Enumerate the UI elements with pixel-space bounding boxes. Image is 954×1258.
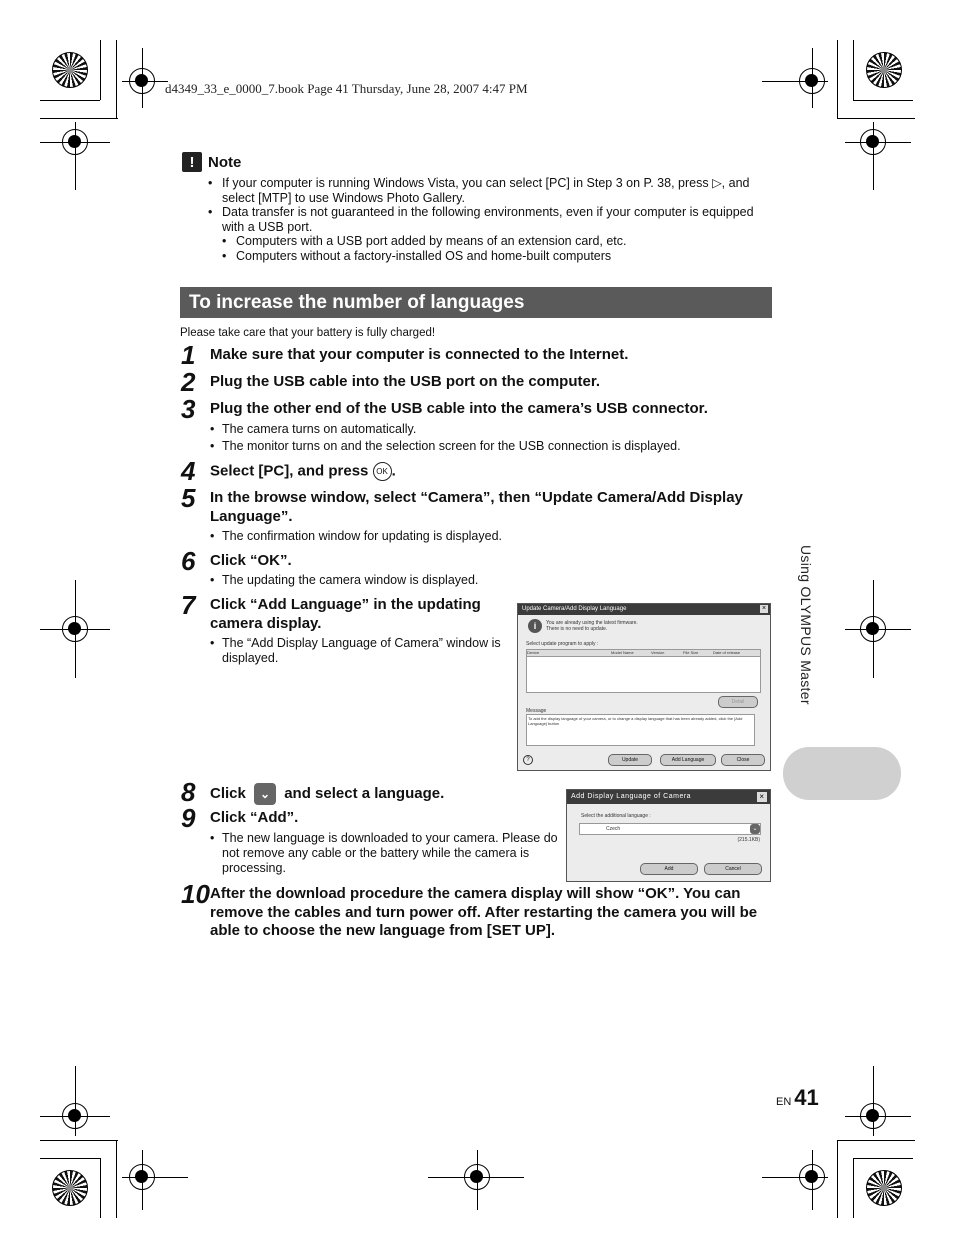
- dialog-message-1: You are already using the latest firmware.: [546, 620, 638, 626]
- step-number: 3: [181, 394, 196, 424]
- page-lang: EN: [776, 1096, 792, 1108]
- step-number: 5: [181, 483, 196, 513]
- chevron-down-icon[interactable]: ⌄: [750, 824, 760, 834]
- column-header: File Size: [683, 650, 699, 655]
- detail-button[interactable]: Detail: [718, 696, 758, 708]
- section-side-label: Using OLYMPUS Master: [798, 545, 814, 705]
- help-icon[interactable]: ?: [523, 755, 533, 765]
- close-button[interactable]: Close: [721, 754, 765, 766]
- note-subitem: • Computers with a USB port added by means of an extension card, etc.: [208, 234, 773, 249]
- message-box: To add the display language of your camera, or to change a display language that has been already added, click the [Add Language] button: [526, 714, 755, 746]
- column-header: Device: [527, 650, 540, 655]
- note-heading: [182, 152, 241, 172]
- download-size: (215.1KB): [737, 837, 760, 843]
- step-number: 6: [181, 546, 196, 576]
- page-number: [776, 1085, 819, 1111]
- column-header: Model Name: [611, 650, 634, 655]
- dialog-title: Update Camera/Add Display Language: [522, 606, 627, 612]
- step-text-part: .: [391, 462, 396, 480]
- step-text: Click “Add Language” in the updating camera display.: [210, 596, 481, 632]
- warning-icon: !: [182, 152, 202, 172]
- language-select[interactable]: [579, 823, 761, 835]
- page-number-value: 41: [794, 1085, 819, 1110]
- step-text-part: and select a language.: [284, 784, 445, 802]
- step-number: 8: [181, 777, 196, 807]
- select-language-label: Select the additional language :: [581, 813, 651, 819]
- step-number: 1: [181, 340, 196, 370]
- close-icon[interactable]: ×: [757, 792, 767, 802]
- ok-button-icon: OK: [373, 462, 392, 481]
- dialog-titlebar: [567, 790, 770, 804]
- step-text: Click “Add”.: [210, 809, 299, 826]
- note-list: [208, 176, 773, 263]
- step-text: After the download procedure the camera display will show “OK”. You can remove the cables and turn power off. After restarting the camera you will be able to choose the new language from [SET UP].: [210, 885, 758, 939]
- note-item: • Data transfer is not guaranteed in the following environments, even if your computer is equipped with a USB port.: [208, 205, 773, 234]
- dialog-title: Add Display Language of Camera: [571, 793, 692, 800]
- column-header: Date of release: [713, 650, 741, 655]
- note-item: • If your computer is running Windows Vista, you can select [PC] in Step 3 on P. 38, press ▷, and select [MTP] to use Windows Photo Gallery.: [208, 176, 773, 205]
- cancel-button[interactable]: Cancel: [704, 863, 762, 875]
- info-icon: i: [528, 619, 542, 633]
- list-header: [527, 650, 760, 657]
- step-text: Make sure that your computer is connected to the Internet.: [210, 346, 629, 363]
- dialog-message-2: There is no need to update.: [546, 626, 608, 632]
- chapter-tab: [783, 747, 901, 800]
- note-subitem: • Computers without a factory-installed OS and home-built computers: [208, 249, 773, 264]
- selected-language: Czech: [606, 826, 621, 832]
- step-number: 10: [181, 879, 210, 909]
- chevron-down-icon: ⌄: [254, 783, 276, 805]
- column-header: Version: [651, 650, 665, 655]
- step-text-part: Select [PC], and press: [210, 462, 369, 480]
- step-bullet: • The new language is downloaded to your camera. Please do not remove any cable or the battery while the camera is processing.: [210, 831, 562, 876]
- section-title: To increase the number of languages: [180, 287, 772, 318]
- add-language-dialog: [566, 789, 771, 882]
- step-text: In the browse window, select “Camera”, then “Update Camera/Add Display Language”.: [210, 489, 743, 525]
- update-list[interactable]: [526, 649, 761, 693]
- step-bullet: • The confirmation window for updating is displayed.: [210, 529, 502, 544]
- close-icon[interactable]: ×: [761, 605, 767, 612]
- update-button[interactable]: Update: [608, 754, 652, 766]
- step-bullet: • The “Add Display Language of Camera” window is displayed.: [210, 636, 517, 666]
- step-text: [210, 783, 444, 805]
- intro-text: Please take care that your battery is fully charged!: [180, 327, 436, 339]
- step-number: 4: [181, 456, 196, 486]
- step-bullet: • The camera turns on automatically.: [210, 422, 416, 437]
- note-title: Note: [208, 153, 242, 171]
- add-button[interactable]: Add: [640, 863, 698, 875]
- add-language-button[interactable]: Add Language: [660, 754, 716, 766]
- step-number: 9: [181, 803, 196, 833]
- step-text: Plug the other end of the USB cable into the camera’s USB connector.: [210, 400, 708, 417]
- step-bullet: • The monitor turns on and the selection screen for the USB connection is displayed.: [210, 439, 681, 454]
- select-label: Select update program to apply :: [526, 641, 599, 647]
- step-text: Plug the USB cable into the USB port on the computer.: [210, 373, 601, 390]
- step-text: Click “OK”.: [210, 552, 292, 569]
- update-camera-dialog: [517, 603, 771, 771]
- step-number: 2: [181, 367, 196, 397]
- step-text-part: Click: [210, 784, 246, 802]
- print-header: d4349_33_e_0000_7.book Page 41 Thursday, June 28, 2007 4:47 PM: [165, 81, 528, 96]
- step-number: 7: [181, 590, 196, 620]
- step-bullet: • The updating the camera window is displayed.: [210, 573, 478, 588]
- message-label: Message: [526, 708, 547, 714]
- dialog-titlebar: [518, 604, 770, 615]
- step-text: [210, 462, 396, 481]
